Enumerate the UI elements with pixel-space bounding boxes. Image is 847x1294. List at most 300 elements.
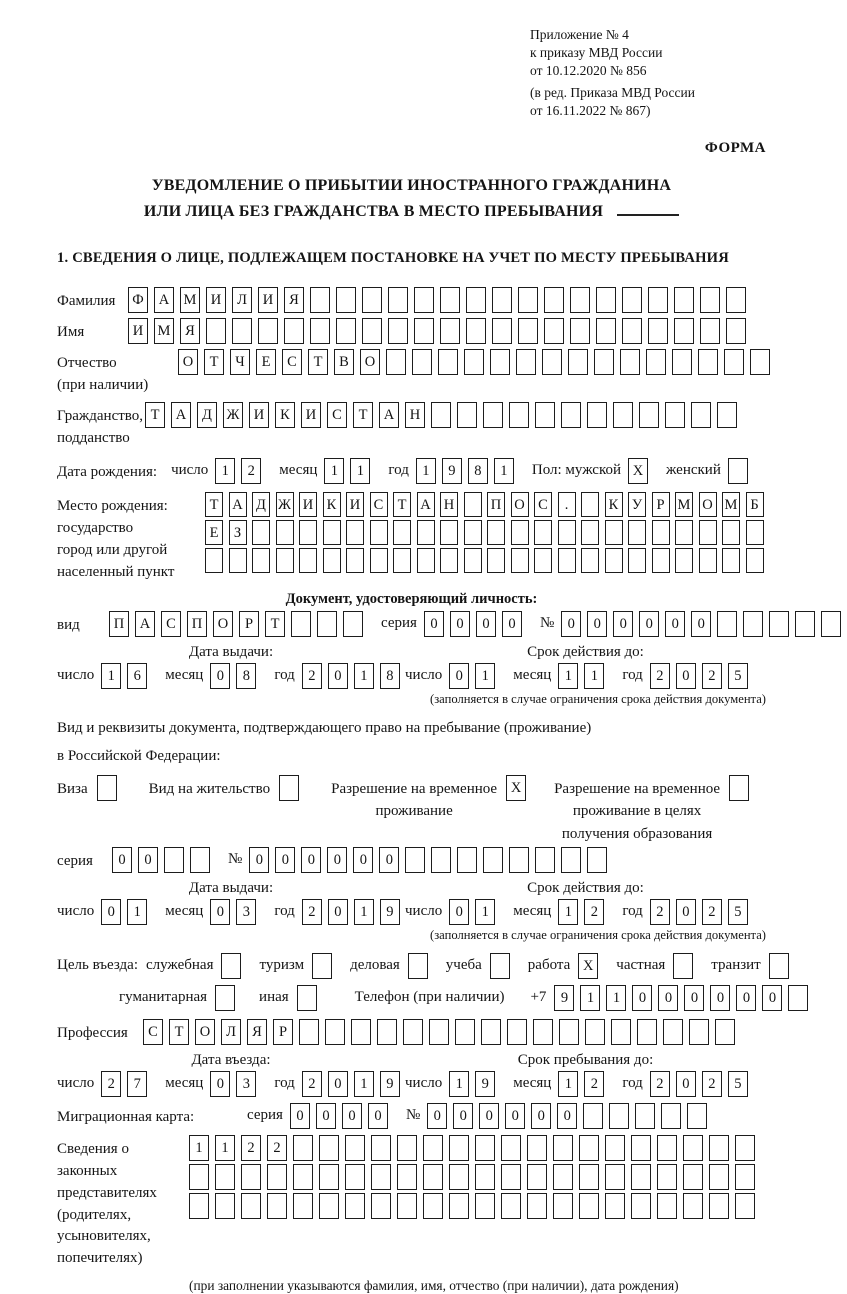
- char-cell[interactable]: [687, 1103, 707, 1129]
- char-cell[interactable]: [371, 1135, 391, 1161]
- char-cell[interactable]: [423, 1135, 443, 1161]
- char-cell[interactable]: 7: [127, 1071, 147, 1097]
- char-cell[interactable]: [728, 458, 748, 484]
- char-cell[interactable]: [483, 847, 503, 873]
- char-cell[interactable]: 0: [479, 1103, 499, 1129]
- char-cell[interactable]: Т: [205, 492, 223, 517]
- char-cell[interactable]: [276, 520, 294, 545]
- char-cell[interactable]: М: [722, 492, 740, 517]
- char-cell[interactable]: [346, 520, 364, 545]
- char-cell[interactable]: Ч: [230, 349, 250, 375]
- char-cell[interactable]: [481, 1019, 501, 1045]
- char-cell[interactable]: [393, 548, 411, 573]
- char-cell[interactable]: 1: [189, 1135, 209, 1161]
- char-cell[interactable]: [648, 287, 668, 313]
- char-cell[interactable]: [672, 349, 692, 375]
- char-cell[interactable]: О: [699, 492, 717, 517]
- char-cell[interactable]: [97, 775, 117, 801]
- char-cell[interactable]: [581, 548, 599, 573]
- char-cell[interactable]: [190, 847, 210, 873]
- char-cell[interactable]: 0: [210, 1071, 230, 1097]
- char-cell[interactable]: [516, 349, 536, 375]
- char-cell[interactable]: [657, 1135, 677, 1161]
- char-cell[interactable]: [417, 520, 435, 545]
- char-cell[interactable]: [429, 1019, 449, 1045]
- char-cell[interactable]: [412, 349, 432, 375]
- char-cell[interactable]: [397, 1164, 417, 1190]
- char-cell[interactable]: [215, 1164, 235, 1190]
- char-cell[interactable]: 0: [327, 847, 347, 873]
- char-cell[interactable]: 0: [710, 985, 730, 1011]
- char-cell[interactable]: 0: [290, 1103, 310, 1129]
- char-cell[interactable]: [715, 1019, 735, 1045]
- char-cell[interactable]: 9: [475, 1071, 495, 1097]
- char-cell[interactable]: [293, 1135, 313, 1161]
- char-cell[interactable]: [501, 1193, 521, 1219]
- char-cell[interactable]: [717, 402, 737, 428]
- char-cell[interactable]: З: [229, 520, 247, 545]
- char-cell[interactable]: 1: [324, 458, 344, 484]
- char-cell[interactable]: Т: [393, 492, 411, 517]
- char-cell[interactable]: [487, 520, 505, 545]
- char-cell[interactable]: [558, 520, 576, 545]
- char-cell[interactable]: [553, 1135, 573, 1161]
- char-cell[interactable]: Л: [221, 1019, 241, 1045]
- char-cell[interactable]: 2: [584, 899, 604, 925]
- char-cell[interactable]: Ф: [128, 287, 148, 313]
- char-cell[interactable]: [674, 287, 694, 313]
- char-cell[interactable]: 0: [112, 847, 132, 873]
- char-cell[interactable]: 2: [101, 1071, 121, 1097]
- char-cell[interactable]: Ж: [276, 492, 294, 517]
- char-cell[interactable]: 0: [639, 611, 659, 637]
- char-cell[interactable]: [284, 318, 304, 344]
- char-cell[interactable]: [345, 1135, 365, 1161]
- char-cell[interactable]: [637, 1019, 657, 1045]
- char-cell[interactable]: 0: [613, 611, 633, 637]
- char-cell[interactable]: [267, 1193, 287, 1219]
- char-cell[interactable]: [544, 287, 564, 313]
- char-cell[interactable]: [683, 1193, 703, 1219]
- char-cell[interactable]: 1: [354, 1071, 374, 1097]
- char-cell[interactable]: 0: [665, 611, 685, 637]
- char-cell[interactable]: [622, 318, 642, 344]
- char-cell[interactable]: Е: [205, 520, 223, 545]
- char-cell[interactable]: [386, 349, 406, 375]
- char-cell[interactable]: [559, 1019, 579, 1045]
- char-cell[interactable]: [605, 1164, 625, 1190]
- char-cell[interactable]: [605, 1193, 625, 1219]
- char-cell[interactable]: [587, 402, 607, 428]
- char-cell[interactable]: [533, 1019, 553, 1045]
- char-cell[interactable]: 0: [676, 663, 696, 689]
- char-cell[interactable]: 0: [561, 611, 581, 637]
- char-cell[interactable]: [323, 548, 341, 573]
- char-cell[interactable]: [164, 847, 184, 873]
- char-cell[interactable]: [241, 1164, 261, 1190]
- char-cell[interactable]: 0: [453, 1103, 473, 1129]
- char-cell[interactable]: [661, 1103, 681, 1129]
- char-cell[interactable]: [724, 349, 744, 375]
- char-cell[interactable]: [605, 1135, 625, 1161]
- char-cell[interactable]: [665, 402, 685, 428]
- char-cell[interactable]: 0: [275, 847, 295, 873]
- char-cell[interactable]: [490, 953, 510, 979]
- char-cell[interactable]: [683, 1164, 703, 1190]
- char-cell[interactable]: [299, 520, 317, 545]
- char-cell[interactable]: А: [229, 492, 247, 517]
- char-cell[interactable]: 3: [236, 899, 256, 925]
- char-cell[interactable]: [388, 287, 408, 313]
- char-cell[interactable]: [397, 1193, 417, 1219]
- char-cell[interactable]: [628, 548, 646, 573]
- char-cell[interactable]: [657, 1164, 677, 1190]
- char-cell[interactable]: Т: [204, 349, 224, 375]
- char-cell[interactable]: [310, 318, 330, 344]
- char-cell[interactable]: 1: [215, 458, 235, 484]
- char-cell[interactable]: 0: [684, 985, 704, 1011]
- char-cell[interactable]: [501, 1135, 521, 1161]
- char-cell[interactable]: [475, 1193, 495, 1219]
- char-cell[interactable]: [735, 1193, 755, 1219]
- char-cell[interactable]: 1: [584, 663, 604, 689]
- char-cell[interactable]: С: [534, 492, 552, 517]
- char-cell[interactable]: [648, 318, 668, 344]
- char-cell[interactable]: 2: [584, 1071, 604, 1097]
- char-cell[interactable]: [351, 1019, 371, 1045]
- char-cell[interactable]: Н: [405, 402, 425, 428]
- char-cell[interactable]: [325, 1019, 345, 1045]
- char-cell[interactable]: [535, 847, 555, 873]
- char-cell[interactable]: [393, 520, 411, 545]
- char-cell[interactable]: И: [128, 318, 148, 344]
- char-cell[interactable]: [534, 548, 552, 573]
- char-cell[interactable]: Б: [746, 492, 764, 517]
- char-cell[interactable]: 0: [450, 611, 470, 637]
- char-cell[interactable]: [440, 287, 460, 313]
- char-cell[interactable]: 0: [379, 847, 399, 873]
- char-cell[interactable]: [558, 548, 576, 573]
- char-cell[interactable]: 0: [328, 663, 348, 689]
- char-cell[interactable]: [527, 1193, 547, 1219]
- char-cell[interactable]: [735, 1135, 755, 1161]
- char-cell[interactable]: Д: [252, 492, 270, 517]
- char-cell[interactable]: Я: [247, 1019, 267, 1045]
- char-cell[interactable]: Н: [440, 492, 458, 517]
- char-cell[interactable]: 0: [587, 611, 607, 637]
- char-cell[interactable]: 5: [728, 1071, 748, 1097]
- char-cell[interactable]: П: [187, 611, 207, 637]
- char-cell[interactable]: [507, 1019, 527, 1045]
- char-cell[interactable]: [769, 953, 789, 979]
- char-cell[interactable]: [377, 1019, 397, 1045]
- char-cell[interactable]: [570, 287, 590, 313]
- char-cell[interactable]: 1: [475, 899, 495, 925]
- char-cell[interactable]: Т: [145, 402, 165, 428]
- char-cell[interactable]: [511, 548, 529, 573]
- char-cell[interactable]: 0: [449, 899, 469, 925]
- char-cell[interactable]: 0: [658, 985, 678, 1011]
- char-cell[interactable]: 0: [505, 1103, 525, 1129]
- char-cell[interactable]: С: [161, 611, 181, 637]
- char-cell[interactable]: [568, 349, 588, 375]
- char-cell[interactable]: [501, 1164, 521, 1190]
- char-cell[interactable]: [215, 985, 235, 1011]
- char-cell[interactable]: 9: [554, 985, 574, 1011]
- char-cell[interactable]: 0: [353, 847, 373, 873]
- char-cell[interactable]: [267, 1164, 287, 1190]
- char-cell[interactable]: [362, 287, 382, 313]
- char-cell[interactable]: 0: [502, 611, 522, 637]
- char-cell[interactable]: [440, 520, 458, 545]
- char-cell[interactable]: [657, 1193, 677, 1219]
- char-cell[interactable]: К: [323, 492, 341, 517]
- char-cell[interactable]: [639, 402, 659, 428]
- char-cell[interactable]: 9: [380, 899, 400, 925]
- char-cell[interactable]: С: [282, 349, 302, 375]
- char-cell[interactable]: Л: [232, 287, 252, 313]
- char-cell[interactable]: Р: [652, 492, 670, 517]
- char-cell[interactable]: [449, 1135, 469, 1161]
- char-cell[interactable]: [483, 402, 503, 428]
- char-cell[interactable]: 0: [301, 847, 321, 873]
- char-cell[interactable]: [487, 548, 505, 573]
- char-cell[interactable]: [726, 287, 746, 313]
- char-cell[interactable]: [297, 985, 317, 1011]
- char-cell[interactable]: М: [180, 287, 200, 313]
- char-cell[interactable]: И: [301, 402, 321, 428]
- char-cell[interactable]: [438, 349, 458, 375]
- char-cell[interactable]: 3: [236, 1071, 256, 1097]
- char-cell[interactable]: [722, 548, 740, 573]
- char-cell[interactable]: И: [346, 492, 364, 517]
- char-cell[interactable]: 0: [762, 985, 782, 1011]
- char-cell[interactable]: [674, 318, 694, 344]
- char-cell[interactable]: 2: [302, 663, 322, 689]
- char-cell[interactable]: [561, 847, 581, 873]
- char-cell[interactable]: [594, 349, 614, 375]
- char-cell[interactable]: [423, 1164, 443, 1190]
- char-cell[interactable]: [717, 611, 737, 637]
- char-cell[interactable]: [746, 520, 764, 545]
- char-cell[interactable]: [821, 611, 841, 637]
- char-cell[interactable]: 1: [354, 663, 374, 689]
- char-cell[interactable]: [518, 318, 538, 344]
- char-cell[interactable]: 1: [475, 663, 495, 689]
- char-cell[interactable]: [229, 548, 247, 573]
- char-cell[interactable]: [276, 548, 294, 573]
- char-cell[interactable]: [258, 318, 278, 344]
- char-cell[interactable]: [279, 775, 299, 801]
- char-cell[interactable]: [700, 287, 720, 313]
- char-cell[interactable]: П: [109, 611, 129, 637]
- char-cell[interactable]: С: [327, 402, 347, 428]
- char-cell[interactable]: .: [558, 492, 576, 517]
- char-cell[interactable]: О: [511, 492, 529, 517]
- char-cell[interactable]: [388, 318, 408, 344]
- char-cell[interactable]: [319, 1193, 339, 1219]
- char-cell[interactable]: [527, 1164, 547, 1190]
- char-cell[interactable]: 2: [650, 899, 670, 925]
- char-cell[interactable]: [492, 318, 512, 344]
- char-cell[interactable]: [622, 287, 642, 313]
- char-cell[interactable]: 8: [380, 663, 400, 689]
- char-cell[interactable]: [527, 1135, 547, 1161]
- char-cell[interactable]: К: [275, 402, 295, 428]
- char-cell[interactable]: [646, 349, 666, 375]
- char-cell[interactable]: Р: [239, 611, 259, 637]
- char-cell[interactable]: [699, 548, 717, 573]
- char-cell[interactable]: 2: [241, 458, 261, 484]
- char-cell[interactable]: [449, 1193, 469, 1219]
- char-cell[interactable]: [652, 548, 670, 573]
- char-cell[interactable]: [317, 611, 337, 637]
- char-cell[interactable]: [319, 1135, 339, 1161]
- char-cell[interactable]: [605, 548, 623, 573]
- char-cell[interactable]: [709, 1193, 729, 1219]
- char-cell[interactable]: [345, 1164, 365, 1190]
- char-cell[interactable]: [310, 287, 330, 313]
- char-cell[interactable]: [299, 548, 317, 573]
- char-cell[interactable]: [431, 402, 451, 428]
- char-cell[interactable]: И: [299, 492, 317, 517]
- char-cell[interactable]: [371, 1164, 391, 1190]
- char-cell[interactable]: [189, 1193, 209, 1219]
- char-cell[interactable]: [312, 953, 332, 979]
- char-cell[interactable]: 1: [101, 663, 121, 689]
- char-cell[interactable]: [252, 520, 270, 545]
- char-cell[interactable]: [215, 1193, 235, 1219]
- char-cell[interactable]: [596, 318, 616, 344]
- char-cell[interactable]: М: [675, 492, 693, 517]
- char-cell[interactable]: [370, 548, 388, 573]
- char-cell[interactable]: О: [213, 611, 233, 637]
- char-cell[interactable]: Т: [353, 402, 373, 428]
- char-cell[interactable]: Т: [265, 611, 285, 637]
- char-cell[interactable]: 0: [210, 899, 230, 925]
- char-cell[interactable]: Е: [256, 349, 276, 375]
- char-cell[interactable]: 0: [676, 899, 696, 925]
- char-cell[interactable]: [683, 1135, 703, 1161]
- char-cell[interactable]: [403, 1019, 423, 1045]
- char-cell[interactable]: [509, 402, 529, 428]
- char-cell[interactable]: Т: [169, 1019, 189, 1045]
- char-cell[interactable]: [542, 349, 562, 375]
- char-cell[interactable]: [464, 520, 482, 545]
- char-cell[interactable]: [440, 548, 458, 573]
- char-cell[interactable]: [475, 1164, 495, 1190]
- char-cell[interactable]: [221, 953, 241, 979]
- char-cell[interactable]: [414, 318, 434, 344]
- char-cell[interactable]: 0: [736, 985, 756, 1011]
- char-cell[interactable]: [700, 318, 720, 344]
- char-cell[interactable]: 1: [449, 1071, 469, 1097]
- char-cell[interactable]: [293, 1193, 313, 1219]
- char-cell[interactable]: [345, 1193, 365, 1219]
- char-cell[interactable]: 8: [236, 663, 256, 689]
- char-cell[interactable]: 0: [342, 1103, 362, 1129]
- char-cell[interactable]: 1: [416, 458, 436, 484]
- char-cell[interactable]: [553, 1193, 573, 1219]
- char-cell[interactable]: X: [506, 775, 526, 801]
- char-cell[interactable]: [464, 349, 484, 375]
- char-cell[interactable]: [613, 402, 633, 428]
- char-cell[interactable]: [544, 318, 564, 344]
- char-cell[interactable]: [729, 775, 749, 801]
- char-cell[interactable]: [581, 492, 599, 517]
- char-cell[interactable]: [795, 611, 815, 637]
- char-cell[interactable]: [346, 548, 364, 573]
- char-cell[interactable]: 1: [606, 985, 626, 1011]
- char-cell[interactable]: 6: [127, 663, 147, 689]
- char-cell[interactable]: [581, 520, 599, 545]
- char-cell[interactable]: [241, 1193, 261, 1219]
- char-cell[interactable]: [414, 287, 434, 313]
- char-cell[interactable]: Д: [197, 402, 217, 428]
- char-cell[interactable]: [579, 1193, 599, 1219]
- char-cell[interactable]: [691, 402, 711, 428]
- char-cell[interactable]: К: [605, 492, 623, 517]
- char-cell[interactable]: [709, 1164, 729, 1190]
- char-cell[interactable]: [620, 349, 640, 375]
- char-cell[interactable]: [431, 847, 451, 873]
- char-cell[interactable]: [743, 611, 763, 637]
- char-cell[interactable]: [675, 548, 693, 573]
- char-cell[interactable]: [553, 1164, 573, 1190]
- char-cell[interactable]: 2: [267, 1135, 287, 1161]
- char-cell[interactable]: 2: [702, 1071, 722, 1097]
- char-cell[interactable]: 1: [558, 899, 578, 925]
- char-cell[interactable]: [689, 1019, 709, 1045]
- char-cell[interactable]: 0: [632, 985, 652, 1011]
- char-cell[interactable]: И: [206, 287, 226, 313]
- char-cell[interactable]: 0: [138, 847, 158, 873]
- char-cell[interactable]: [490, 349, 510, 375]
- char-cell[interactable]: [534, 520, 552, 545]
- char-cell[interactable]: 2: [302, 1071, 322, 1097]
- char-cell[interactable]: 0: [316, 1103, 336, 1129]
- char-cell[interactable]: 0: [676, 1071, 696, 1097]
- char-cell[interactable]: [579, 1164, 599, 1190]
- char-cell[interactable]: [189, 1164, 209, 1190]
- char-cell[interactable]: [466, 318, 486, 344]
- char-cell[interactable]: [423, 1193, 443, 1219]
- char-cell[interactable]: О: [360, 349, 380, 375]
- char-cell[interactable]: [370, 520, 388, 545]
- char-cell[interactable]: 0: [249, 847, 269, 873]
- char-cell[interactable]: [336, 287, 356, 313]
- char-cell[interactable]: [449, 1164, 469, 1190]
- char-cell[interactable]: И: [258, 287, 278, 313]
- char-cell[interactable]: [535, 402, 555, 428]
- char-cell[interactable]: [299, 1019, 319, 1045]
- char-cell[interactable]: Т: [308, 349, 328, 375]
- char-cell[interactable]: [464, 492, 482, 517]
- char-cell[interactable]: 0: [557, 1103, 577, 1129]
- char-cell[interactable]: 9: [380, 1071, 400, 1097]
- char-cell[interactable]: 2: [702, 663, 722, 689]
- char-cell[interactable]: О: [195, 1019, 215, 1045]
- char-cell[interactable]: [252, 548, 270, 573]
- char-cell[interactable]: М: [154, 318, 174, 344]
- char-cell[interactable]: X: [628, 458, 648, 484]
- char-cell[interactable]: 0: [328, 1071, 348, 1097]
- char-cell[interactable]: [206, 318, 226, 344]
- char-cell[interactable]: 0: [476, 611, 496, 637]
- char-cell[interactable]: [699, 520, 717, 545]
- char-cell[interactable]: 1: [558, 1071, 578, 1097]
- char-cell[interactable]: Ж: [223, 402, 243, 428]
